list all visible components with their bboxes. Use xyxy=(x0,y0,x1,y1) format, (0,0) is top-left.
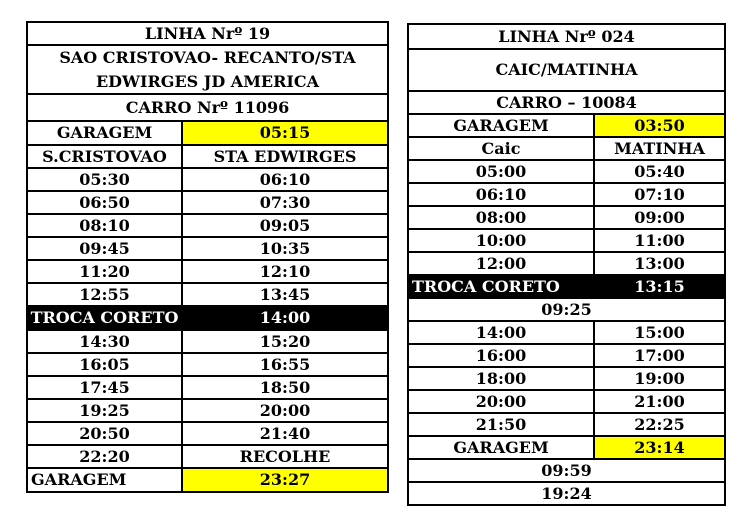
departure-time: 12:00 xyxy=(408,252,594,275)
table-row xyxy=(27,214,388,237)
swap-note-time: 09:25 xyxy=(408,298,725,321)
table-row xyxy=(27,168,388,191)
garage-in-time: 23:27 xyxy=(182,468,388,492)
garage-out-label: GARAGEM xyxy=(408,114,594,137)
column-header-destination: STA EDWIRGES xyxy=(182,145,388,168)
table-row xyxy=(408,206,725,229)
departure-time: 17:45 xyxy=(27,376,182,399)
table-row xyxy=(27,422,388,445)
table-row xyxy=(408,390,725,413)
footer-time: 09:59 xyxy=(408,459,725,482)
car-number: CARRO Nrº 11096 xyxy=(27,94,388,121)
arrival-time: 13:45 xyxy=(182,283,388,306)
arrival-time: 07:30 xyxy=(182,191,388,214)
schedule-table-linha-19 xyxy=(26,21,389,493)
departure-time: 19:25 xyxy=(27,399,182,422)
table-row xyxy=(27,353,388,376)
departure-time: 05:00 xyxy=(408,160,594,183)
table-row xyxy=(408,252,725,275)
table-row xyxy=(27,283,388,306)
table-row xyxy=(408,413,725,436)
swap-time: 13:15 xyxy=(594,275,725,298)
departure-time: 09:45 xyxy=(27,237,182,260)
arrival-time: 22:25 xyxy=(594,413,725,436)
arrival-time: 15:00 xyxy=(594,321,725,344)
arrival-time: 16:55 xyxy=(182,353,388,376)
arrival-time: 19:00 xyxy=(594,367,725,390)
departure-time: 06:10 xyxy=(408,183,594,206)
table-row xyxy=(408,229,725,252)
arrival-time: 05:40 xyxy=(594,160,725,183)
arrival-time: 17:00 xyxy=(594,344,725,367)
table-row xyxy=(408,367,725,390)
departure-time: 18:00 xyxy=(408,367,594,390)
table-row xyxy=(27,330,388,353)
arrival-time: 20:00 xyxy=(182,399,388,422)
arrival-time: 21:40 xyxy=(182,422,388,445)
arrival-time: 13:00 xyxy=(594,252,725,275)
column-header-destination: MATINHA xyxy=(594,137,725,160)
swap-label: TROCA CORETO xyxy=(27,306,182,330)
swap-label: TROCA CORETO xyxy=(408,275,594,298)
arrival-time: 06:10 xyxy=(182,168,388,191)
departure-time: 11:20 xyxy=(27,260,182,283)
departure-time: 12:55 xyxy=(27,283,182,306)
departure-time: 16:05 xyxy=(27,353,182,376)
table-row xyxy=(27,260,388,283)
table-row xyxy=(27,191,388,214)
garage-out-time: 03:50 xyxy=(594,114,725,137)
departure-time: 22:20 xyxy=(27,445,182,468)
arrival-time: 09:00 xyxy=(594,206,725,229)
departure-time: 16:00 xyxy=(408,344,594,367)
arrival-time: 18:50 xyxy=(182,376,388,399)
table-row xyxy=(408,321,725,344)
departure-time: 08:00 xyxy=(408,206,594,229)
swap-row xyxy=(408,275,725,298)
garage-in-label: GARAGEM xyxy=(27,468,182,492)
garage-out-label: GARAGEM xyxy=(27,121,182,145)
departure-time: 10:00 xyxy=(408,229,594,252)
departure-time: 21:50 xyxy=(408,413,594,436)
departure-time: 14:30 xyxy=(27,330,182,353)
line-title: LINHA Nrº 024 xyxy=(408,24,725,49)
route-name: CAIC/MATINHA xyxy=(408,49,725,91)
route-name: SAO CRISTOVAO- RECANTO/STA EDWIRGES JD AMERICA xyxy=(27,45,388,94)
column-header-origin: S.CRISTOVAO xyxy=(27,145,182,168)
departure-time: 20:00 xyxy=(408,390,594,413)
swap-row xyxy=(27,306,388,330)
arrival-time: 11:00 xyxy=(594,229,725,252)
garage-in-time: 23:14 xyxy=(594,436,725,459)
departure-time: 20:50 xyxy=(27,422,182,445)
car-number: CARRO – 10084 xyxy=(408,91,725,114)
table-row xyxy=(408,160,725,183)
table-row xyxy=(408,344,725,367)
garage-out-time: 05:15 xyxy=(182,121,388,145)
arrival-time: 09:05 xyxy=(182,214,388,237)
table-row xyxy=(27,237,388,260)
departure-time: 14:00 xyxy=(408,321,594,344)
arrival-time: RECOLHE xyxy=(182,445,388,468)
departure-time: 06:50 xyxy=(27,191,182,214)
table-row xyxy=(408,183,725,206)
arrival-time: 10:35 xyxy=(182,237,388,260)
footer-time: 19:24 xyxy=(408,482,725,505)
swap-time: 14:00 xyxy=(182,306,388,330)
table-row xyxy=(27,376,388,399)
schedule-table-linha-024 xyxy=(407,23,726,506)
arrival-time: 21:00 xyxy=(594,390,725,413)
table-row xyxy=(27,445,388,468)
departure-time: 08:10 xyxy=(27,214,182,237)
departure-time: 05:30 xyxy=(27,168,182,191)
arrival-time: 15:20 xyxy=(182,330,388,353)
column-header-origin: Caic xyxy=(408,137,594,160)
table-row xyxy=(27,399,388,422)
garage-in-label: GARAGEM xyxy=(408,436,594,459)
arrival-time: 07:10 xyxy=(594,183,725,206)
line-title: LINHA Nrº 19 xyxy=(27,22,388,45)
arrival-time: 12:10 xyxy=(182,260,388,283)
